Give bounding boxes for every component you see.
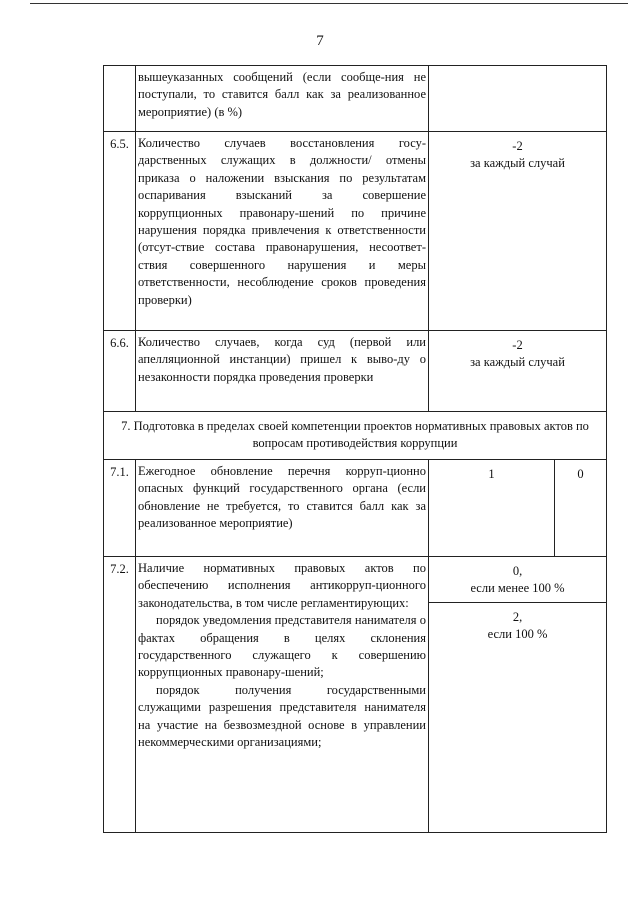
table-row-7-2 (104, 557, 607, 833)
score-value: 0, (512, 564, 523, 578)
description-main: Наличие нормативных правовых актов по обеспечению исполнения антикорруп-ционного законодательства, в том числе регламентирующих: (138, 561, 426, 610)
page-top-rule (30, 3, 628, 4)
score-full (429, 603, 606, 648)
table-row-continuation (104, 66, 607, 132)
row-description: Количество случаев, когда суд (первой или апелляционной инстанции) пришел к выво-ду о незаконности порядка проведения проверки (136, 331, 429, 412)
row-description (136, 557, 429, 833)
score-unfulfilled: 0 (555, 460, 607, 557)
row-description: Количество случаев восстановления госу-дарственных служащих в должности/ отмены приказа о наложении взыскания по результатам оспаривания взысканий за совершение коррупционных правонару-шений по причине нарушения порядка привлечения к ответственности (отсут-ствие состава правонарушения, несоответ-ствия совершенного нарушения и меры ответственности, несоблюдение сроков проведения проверки) (136, 132, 429, 331)
row-description: Ежегодное обновление перечня корруп-ционно опасных функций государственного органа (если обновление не требуется, то ставится балл как за реализованное мероприятие) (136, 460, 429, 557)
score-note: за каждый случай (470, 355, 565, 370)
table-row-7-1 (104, 460, 607, 557)
page-number: 7 (316, 33, 324, 49)
score-note: если 100 % (487, 627, 548, 642)
score-note: за каждый случай (470, 156, 565, 171)
criteria-table (103, 65, 607, 833)
row-number: 6.5. (104, 132, 136, 331)
row-number: 6.6. (104, 331, 136, 412)
score-fulfilled: 1 (429, 460, 555, 557)
description-item: порядок получения государственными служащими разрешения представителя нанимателя на участие на безвозмездной основе в управлении некоммерческими организациями; (138, 682, 426, 750)
row-score (429, 331, 607, 412)
table-row-6-6 (104, 331, 607, 412)
score-value: -2 (512, 139, 523, 153)
row-number (104, 66, 136, 132)
score-value: -2 (512, 338, 523, 352)
row-number: 7.2. (104, 557, 136, 833)
section-7-header (104, 412, 607, 460)
row-number: 7.1. (104, 460, 136, 557)
description-item: порядок уведомления представителя нанимателя о фактах обращения в целях склонения государственного служащего к совершению коррупционных правонару-шений; (138, 613, 426, 680)
table-row-6-5 (104, 132, 607, 331)
score-value: 2, (512, 609, 523, 624)
score-low (429, 557, 606, 603)
row-score (429, 66, 607, 132)
row-description: вышеуказанных сообщений (если сообще-ния не поступали, то ставится балл как за реализованное мероприятие) (в %) (136, 66, 429, 132)
row-score (429, 557, 607, 833)
score-note: если менее 100 % (470, 581, 565, 596)
section-title: 7. Подготовка в пределах своей компетенции проектов нормативных правовых актов по вопросам противодействия коррупции (104, 412, 607, 460)
row-score (429, 132, 607, 331)
